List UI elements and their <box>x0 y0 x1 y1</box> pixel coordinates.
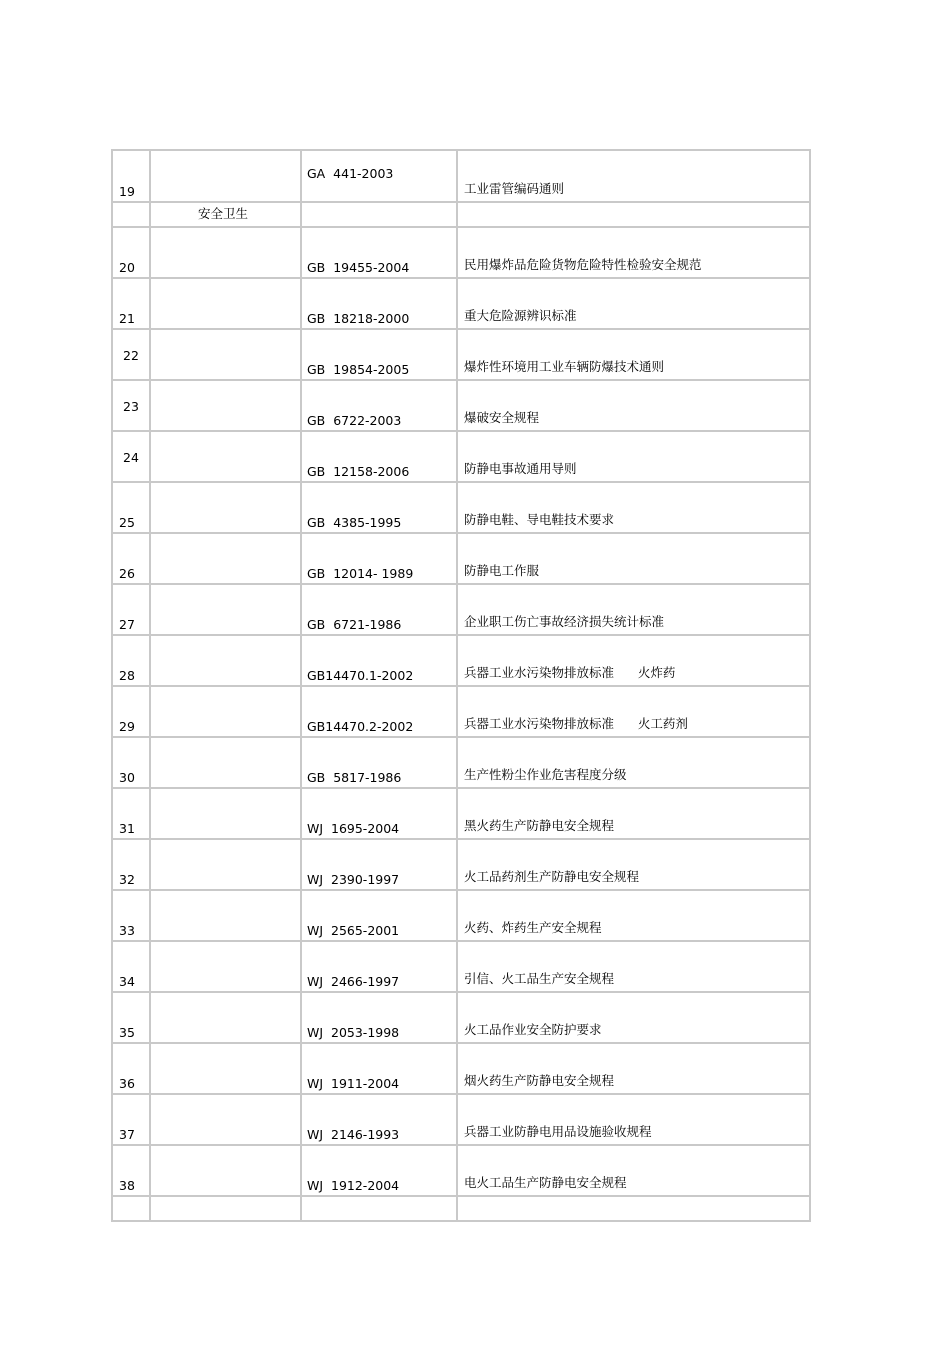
standard-code: GB 5817-1986 <box>307 770 402 785</box>
standard-name: 火工品作业安全防护要求 <box>464 1022 602 1037</box>
table-row <box>111 277 811 328</box>
standard-code: GB 19854-2005 <box>307 362 410 377</box>
row-number: 22 <box>123 348 139 363</box>
table-row <box>111 736 811 787</box>
table-row <box>111 149 811 201</box>
table-row <box>111 940 811 991</box>
table-row <box>111 1144 811 1195</box>
standard-code: WJ 2146-1993 <box>307 1127 400 1142</box>
standard-name: 重大危险源辨识标准 <box>464 308 577 323</box>
standard-code: WJ 2390-1997 <box>307 872 400 887</box>
table-row <box>111 787 811 838</box>
standard-code: GB14470.2-2002 <box>307 719 414 734</box>
category-label: 安全卫生 <box>198 206 249 221</box>
standard-name: 烟火药生产防静电安全规程 <box>464 1073 615 1088</box>
standards-table <box>111 149 811 1222</box>
standard-code: WJ 2565-2001 <box>307 923 400 938</box>
standard-name: 火工品药剂生产防静电安全规程 <box>464 869 640 884</box>
standard-code: WJ 1695-2004 <box>307 821 400 836</box>
empty-row <box>111 1195 811 1222</box>
row-number: 31 <box>119 821 135 836</box>
standard-code: GB 18218-2000 <box>307 311 410 326</box>
standard-name: 黑火药生产防静电安全规程 <box>464 818 615 833</box>
standard-name: 防静电鞋、导电鞋技术要求 <box>464 512 615 527</box>
standard-name: 防静电工作服 <box>464 563 540 578</box>
row-number: 20 <box>119 260 135 275</box>
standard-code: WJ 2466-1997 <box>307 974 400 989</box>
standard-code: GB 6722-2003 <box>307 413 402 428</box>
standard-name: 工业雷管编码通则 <box>464 181 565 196</box>
table-row <box>111 532 811 583</box>
table-row <box>111 838 811 889</box>
row-number: 24 <box>123 450 139 465</box>
standard-code: WJ 1912-2004 <box>307 1178 400 1193</box>
table-row <box>111 430 811 481</box>
standard-name: 爆炸性环境用工业车辆防爆技术通则 <box>464 359 665 374</box>
row-number: 29 <box>119 719 135 734</box>
standard-code: GB 19455-2004 <box>307 260 410 275</box>
row-number: 32 <box>119 872 135 887</box>
standard-code: WJ 2053-1998 <box>307 1025 400 1040</box>
row-number: 35 <box>119 1025 135 1040</box>
standard-name: 兵器工业水污染物排放标准 火工药剂 <box>464 716 688 731</box>
standard-name: 火药、炸药生产安全规程 <box>464 920 602 935</box>
standard-code: GB 12014- 1989 <box>307 566 414 581</box>
table-row <box>111 328 811 379</box>
standard-code: GB14470.1-2002 <box>307 668 414 683</box>
standard-name: 防静电事故通用导则 <box>464 461 577 476</box>
table-row <box>111 634 811 685</box>
row-number: 27 <box>119 617 135 632</box>
row-number: 28 <box>119 668 135 683</box>
standard-code: WJ 1911-2004 <box>307 1076 400 1091</box>
category-row <box>111 201 811 226</box>
standard-code: GB 6721-1986 <box>307 617 402 632</box>
table-row <box>111 583 811 634</box>
row-number: 33 <box>119 923 135 938</box>
row-number: 25 <box>119 515 135 530</box>
row-number: 37 <box>119 1127 135 1142</box>
row-number: 21 <box>119 311 135 326</box>
standard-code: GA 441-2003 <box>307 166 394 181</box>
row-number: 26 <box>119 566 135 581</box>
table-row <box>111 889 811 940</box>
standard-name: 民用爆炸品危险货物危险特性检验安全规范 <box>464 257 702 272</box>
row-number: 19 <box>119 184 135 199</box>
table-row <box>111 1042 811 1093</box>
table-row <box>111 379 811 430</box>
row-number: 23 <box>123 399 139 414</box>
standard-name: 兵器工业水污染物排放标准 火炸药 <box>464 665 676 680</box>
standard-name: 生产性粉尘作业危害程度分级 <box>464 767 627 782</box>
row-number: 38 <box>119 1178 135 1193</box>
standard-code: GB 4385-1995 <box>307 515 402 530</box>
standard-name: 引信、火工品生产安全规程 <box>464 971 615 986</box>
table-row <box>111 1093 811 1144</box>
table-row <box>111 991 811 1042</box>
standard-name: 企业职工伤亡事故经济损失统计标准 <box>464 614 665 629</box>
standard-code: GB 12158-2006 <box>307 464 410 479</box>
row-number: 36 <box>119 1076 135 1091</box>
table-row <box>111 685 811 736</box>
standard-name: 爆破安全规程 <box>464 410 540 425</box>
table-row <box>111 226 811 277</box>
standard-name: 兵器工业防静电用品设施验收规程 <box>464 1124 652 1139</box>
standard-name: 电火工品生产防静电安全规程 <box>464 1175 627 1190</box>
row-number: 30 <box>119 770 135 785</box>
row-number: 34 <box>119 974 135 989</box>
table-row <box>111 481 811 532</box>
